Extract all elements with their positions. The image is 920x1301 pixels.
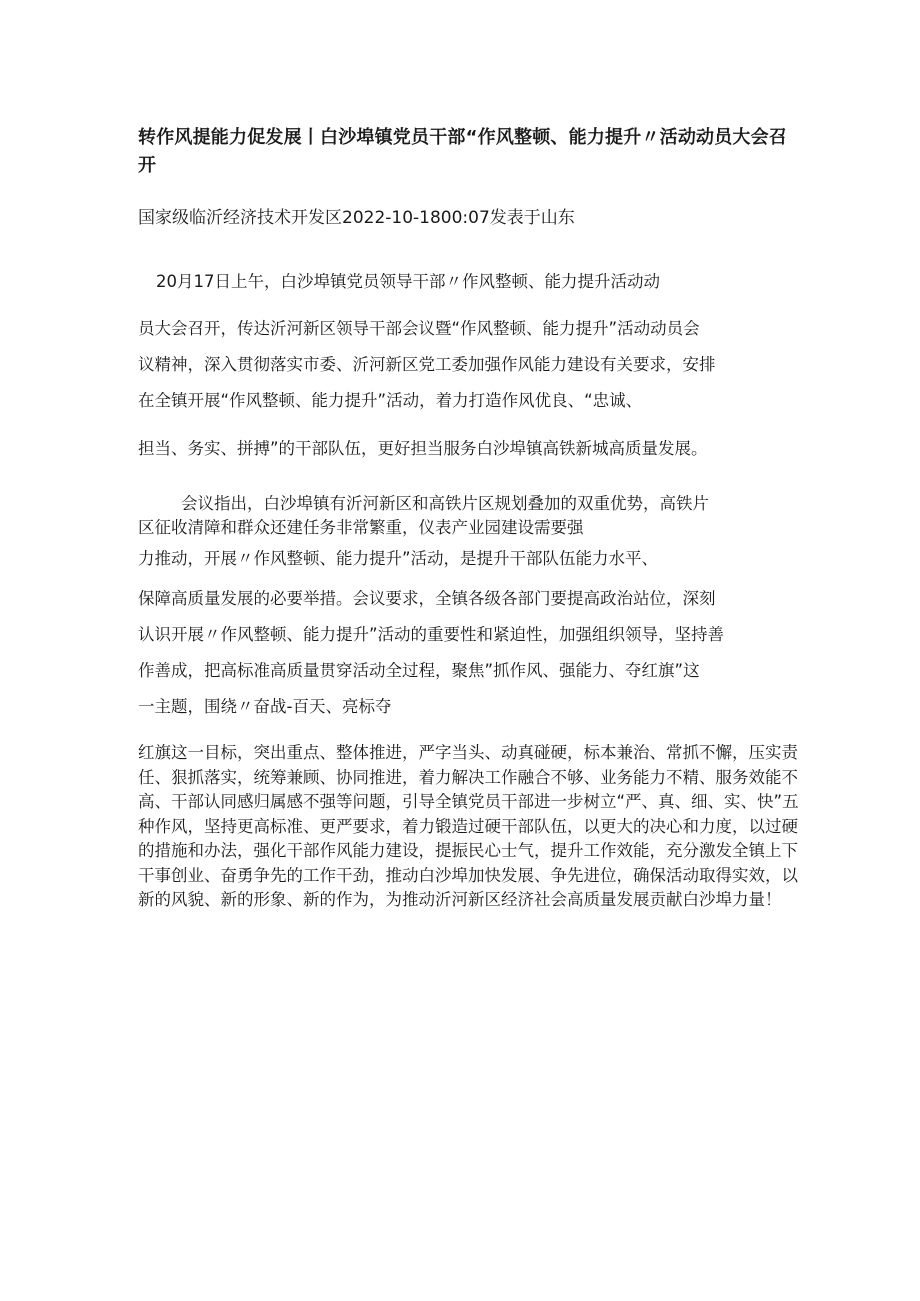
paragraph-2-line-5: 认识开展〃作风整顿、能力提升”活动的重要性和紧迫性，加强组织领导，坚持善 bbox=[138, 625, 725, 644]
paragraph-2-line-3: 力推动，开展〃作风整顿、能力提升”活动，是提升干部队伍能力水平、 bbox=[138, 549, 659, 568]
paragraph-1-line-3: 议精神，深入贯彻落实市委、沂河新区党工委加强作风能力建设有关要求，安排 bbox=[138, 355, 716, 374]
paragraph-2-line-7: 一主题，围绕〃奋战-百天、亮标夺 bbox=[138, 697, 392, 716]
article-title: 转作风提能力促发展丨白沙埠镇党员干部“作风整顿、能力提升〃活动动员大会召开 bbox=[138, 127, 788, 176]
paragraph-3: 红旗这一目标，突出重点、整体推进，严字当头、动真碰硬，标本兼治、常抓不懈，压实责任、狠抓落实，统筹兼顾、协同推进，着力解决工作融合不够、业务能力不精、服务效能不高、干部认同感归属感不强等问题，引导全镇党员干部进一步树立“严、真、细、实、快”五种作风，坚持更高标准、更严要求，着力锻造过硬干部队伍，以更大的决心和力度，以过硬的措施和办法，强化干部作风能力建设，提振民心士气，提升工作效能，充分激发全镇上下干事创业、奋勇争先的工作干劲，推动白沙埠加快发展、争先进位，确保活动取得实效，以新的风貌、新的形象、新的作为，为推动沂河新区经济社会高质量发展贡献白沙埠力量！ bbox=[138, 743, 799, 909]
article-meta: 国家级临沂经济技术开发区2022-10-1800:07发表于山东 bbox=[138, 208, 575, 228]
paragraph-1-line-2: 员大会召开，传达沂河新区领导干部会议暨“作风整顿、能力提升”活动动员会 bbox=[138, 319, 700, 338]
paragraph-2-line-4: 保障高质量发展的必要举措。会议要求，全镇各级各部门要提高政治站位，深刻 bbox=[138, 589, 716, 608]
paragraph-1-line-4: 在全镇开展“作风整顿、能力提升”活动，着力打造作风优良、“忠诚、 bbox=[138, 391, 643, 410]
paragraph-1-line-5: 担当、务实、拼搏”的干部队伍，更好担当服务白沙埠镇高铁新城高质量发展。 bbox=[138, 439, 708, 458]
paragraph-2-line-6: 作善成，把高标准高质量贯穿活动全过程，聚焦”抓作风、强能力、夺红旗”这 bbox=[138, 661, 700, 680]
paragraph-1-line-1: 20月17日上午，白沙埠镇党员领导干部〃作风整顿、能力提升活动动 bbox=[156, 272, 660, 291]
paragraph-2-line-2: 区征收清障和群众还建任务非常繁重，仪表产业园建设需要强 bbox=[138, 518, 584, 537]
paragraph-2-line-1: 会议指出，白沙埠镇有沂河新区和高铁片区规划叠加的双重优势，高铁片 bbox=[181, 494, 709, 513]
